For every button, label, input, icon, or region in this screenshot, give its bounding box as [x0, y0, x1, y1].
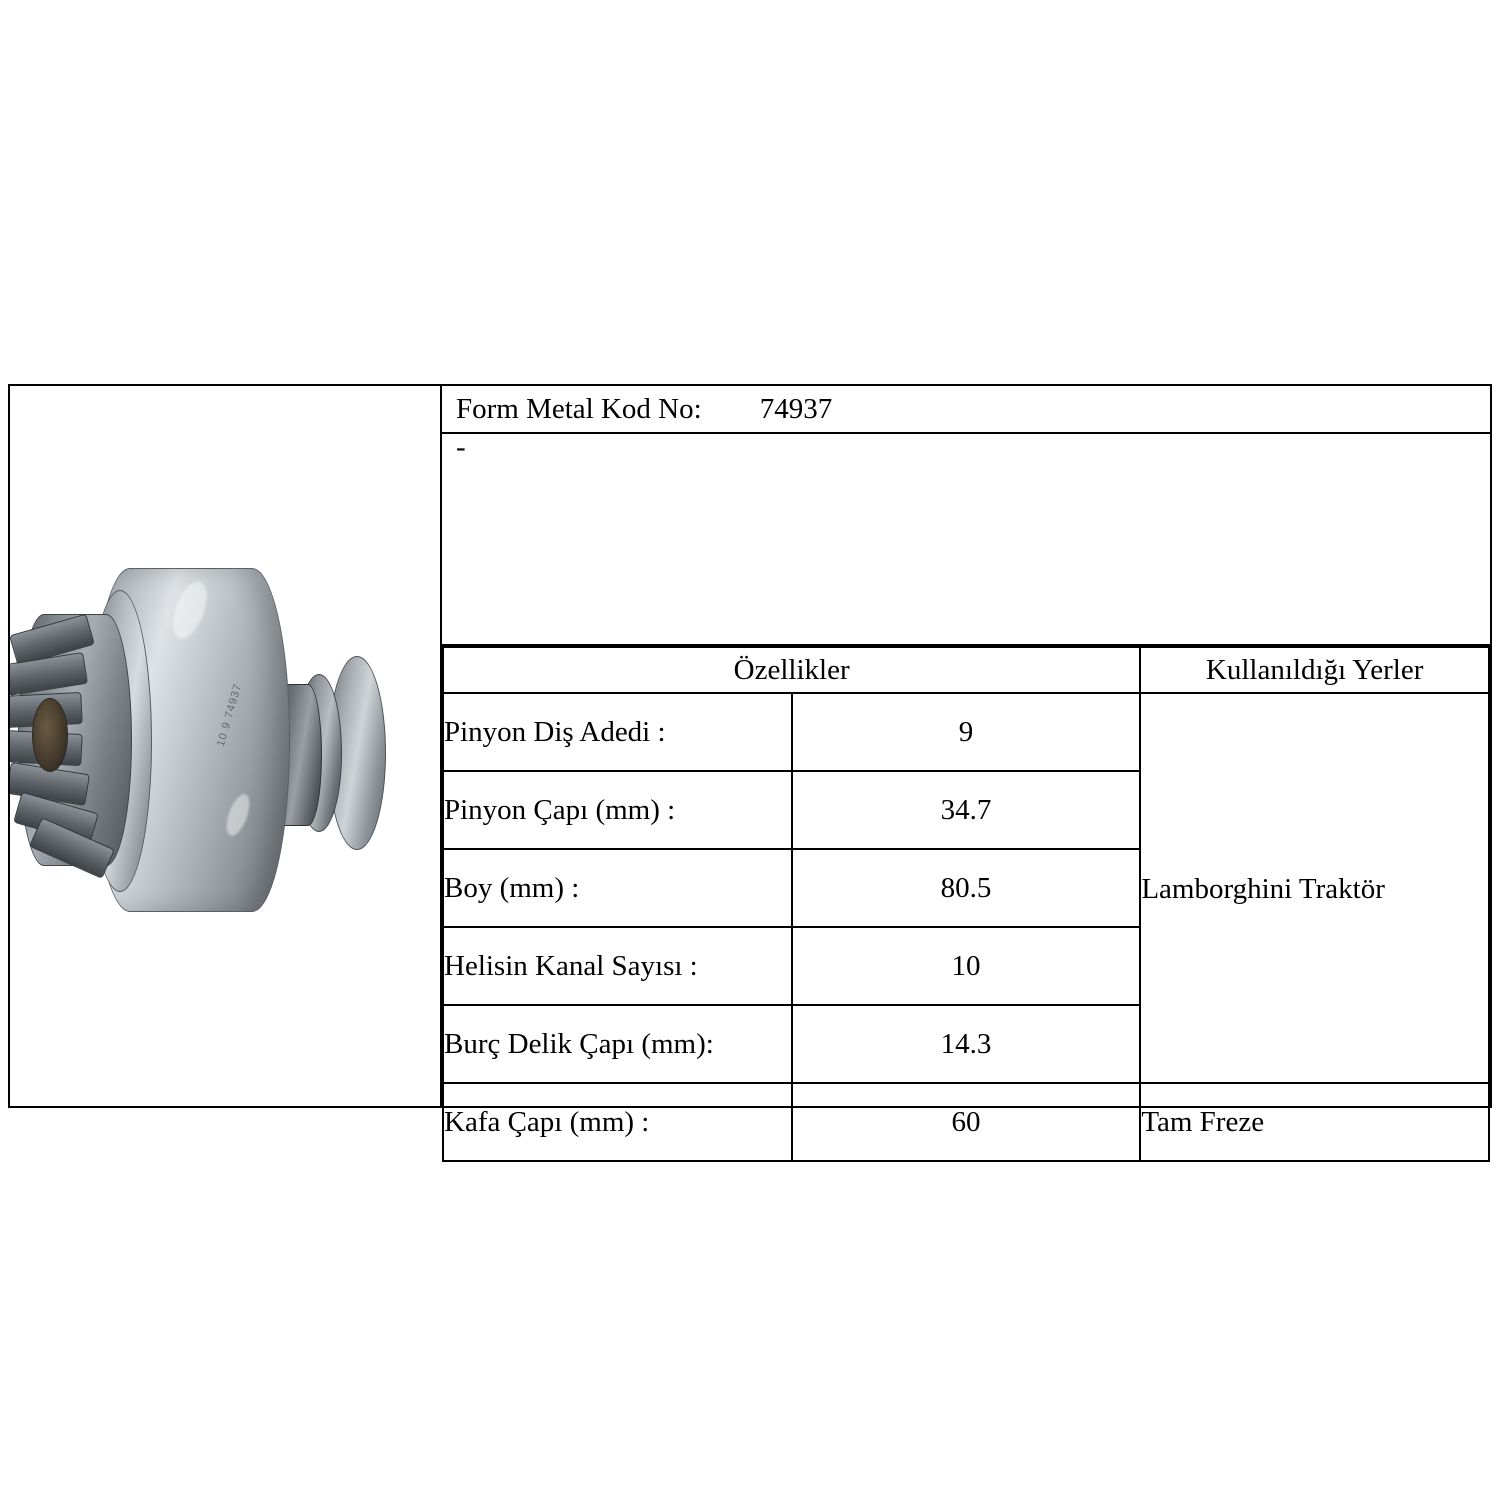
table-header-row	[443, 647, 1489, 693]
spec-label-pinion-diameter: Pinyon Çapı (mm) :	[443, 771, 792, 849]
spec-value-helix-channels: 10	[792, 927, 1141, 1005]
form-metal-code-value: 74937	[759, 392, 833, 425]
spec-value-pinion-diameter: 34.7	[792, 771, 1141, 849]
spec-label-helix-channels: Helisin Kanal Sayısı :	[443, 927, 792, 1005]
table-row	[443, 1083, 1489, 1161]
spec-label-bushing-bore: Burç Delik Çapı (mm):	[443, 1005, 792, 1083]
usage-application-cell	[1140, 693, 1489, 1083]
form-metal-code-label: Form Metal Kod No:	[456, 392, 702, 425]
spec-value-pinion-teeth: 9	[792, 693, 1141, 771]
spec-value-bushing-bore: 14.3	[792, 1005, 1141, 1083]
product-image-cell	[10, 386, 442, 1106]
spec-value-head-diameter: 60	[792, 1083, 1141, 1161]
usage-process-text: Tam Freze	[1140, 1083, 1489, 1161]
usage-application-text: Lamborghini Traktör	[1141, 872, 1385, 905]
notes-cell: -	[442, 434, 1490, 646]
product-data-area	[442, 386, 1490, 1138]
product-datasheet-table	[8, 384, 1492, 1138]
spec-label-head-diameter: Kafa Çapı (mm) :	[443, 1083, 792, 1161]
spec-value-length: 80.5	[792, 849, 1141, 927]
usage-header: Kullanıldığı Yerler	[1140, 647, 1489, 693]
table-row	[443, 693, 1489, 771]
part-stamp-text: 10 9 74937	[214, 682, 245, 748]
specs-header: Özellikler	[443, 647, 1140, 693]
bushing-bore	[32, 698, 68, 772]
starter-drive-pinion-image	[10, 506, 442, 986]
specifications-table	[442, 646, 1490, 1162]
form-metal-code-row	[442, 386, 1490, 434]
spec-label-pinion-teeth: Pinyon Diş Adedi :	[443, 693, 792, 771]
spec-label-length: Boy (mm) :	[443, 849, 792, 927]
